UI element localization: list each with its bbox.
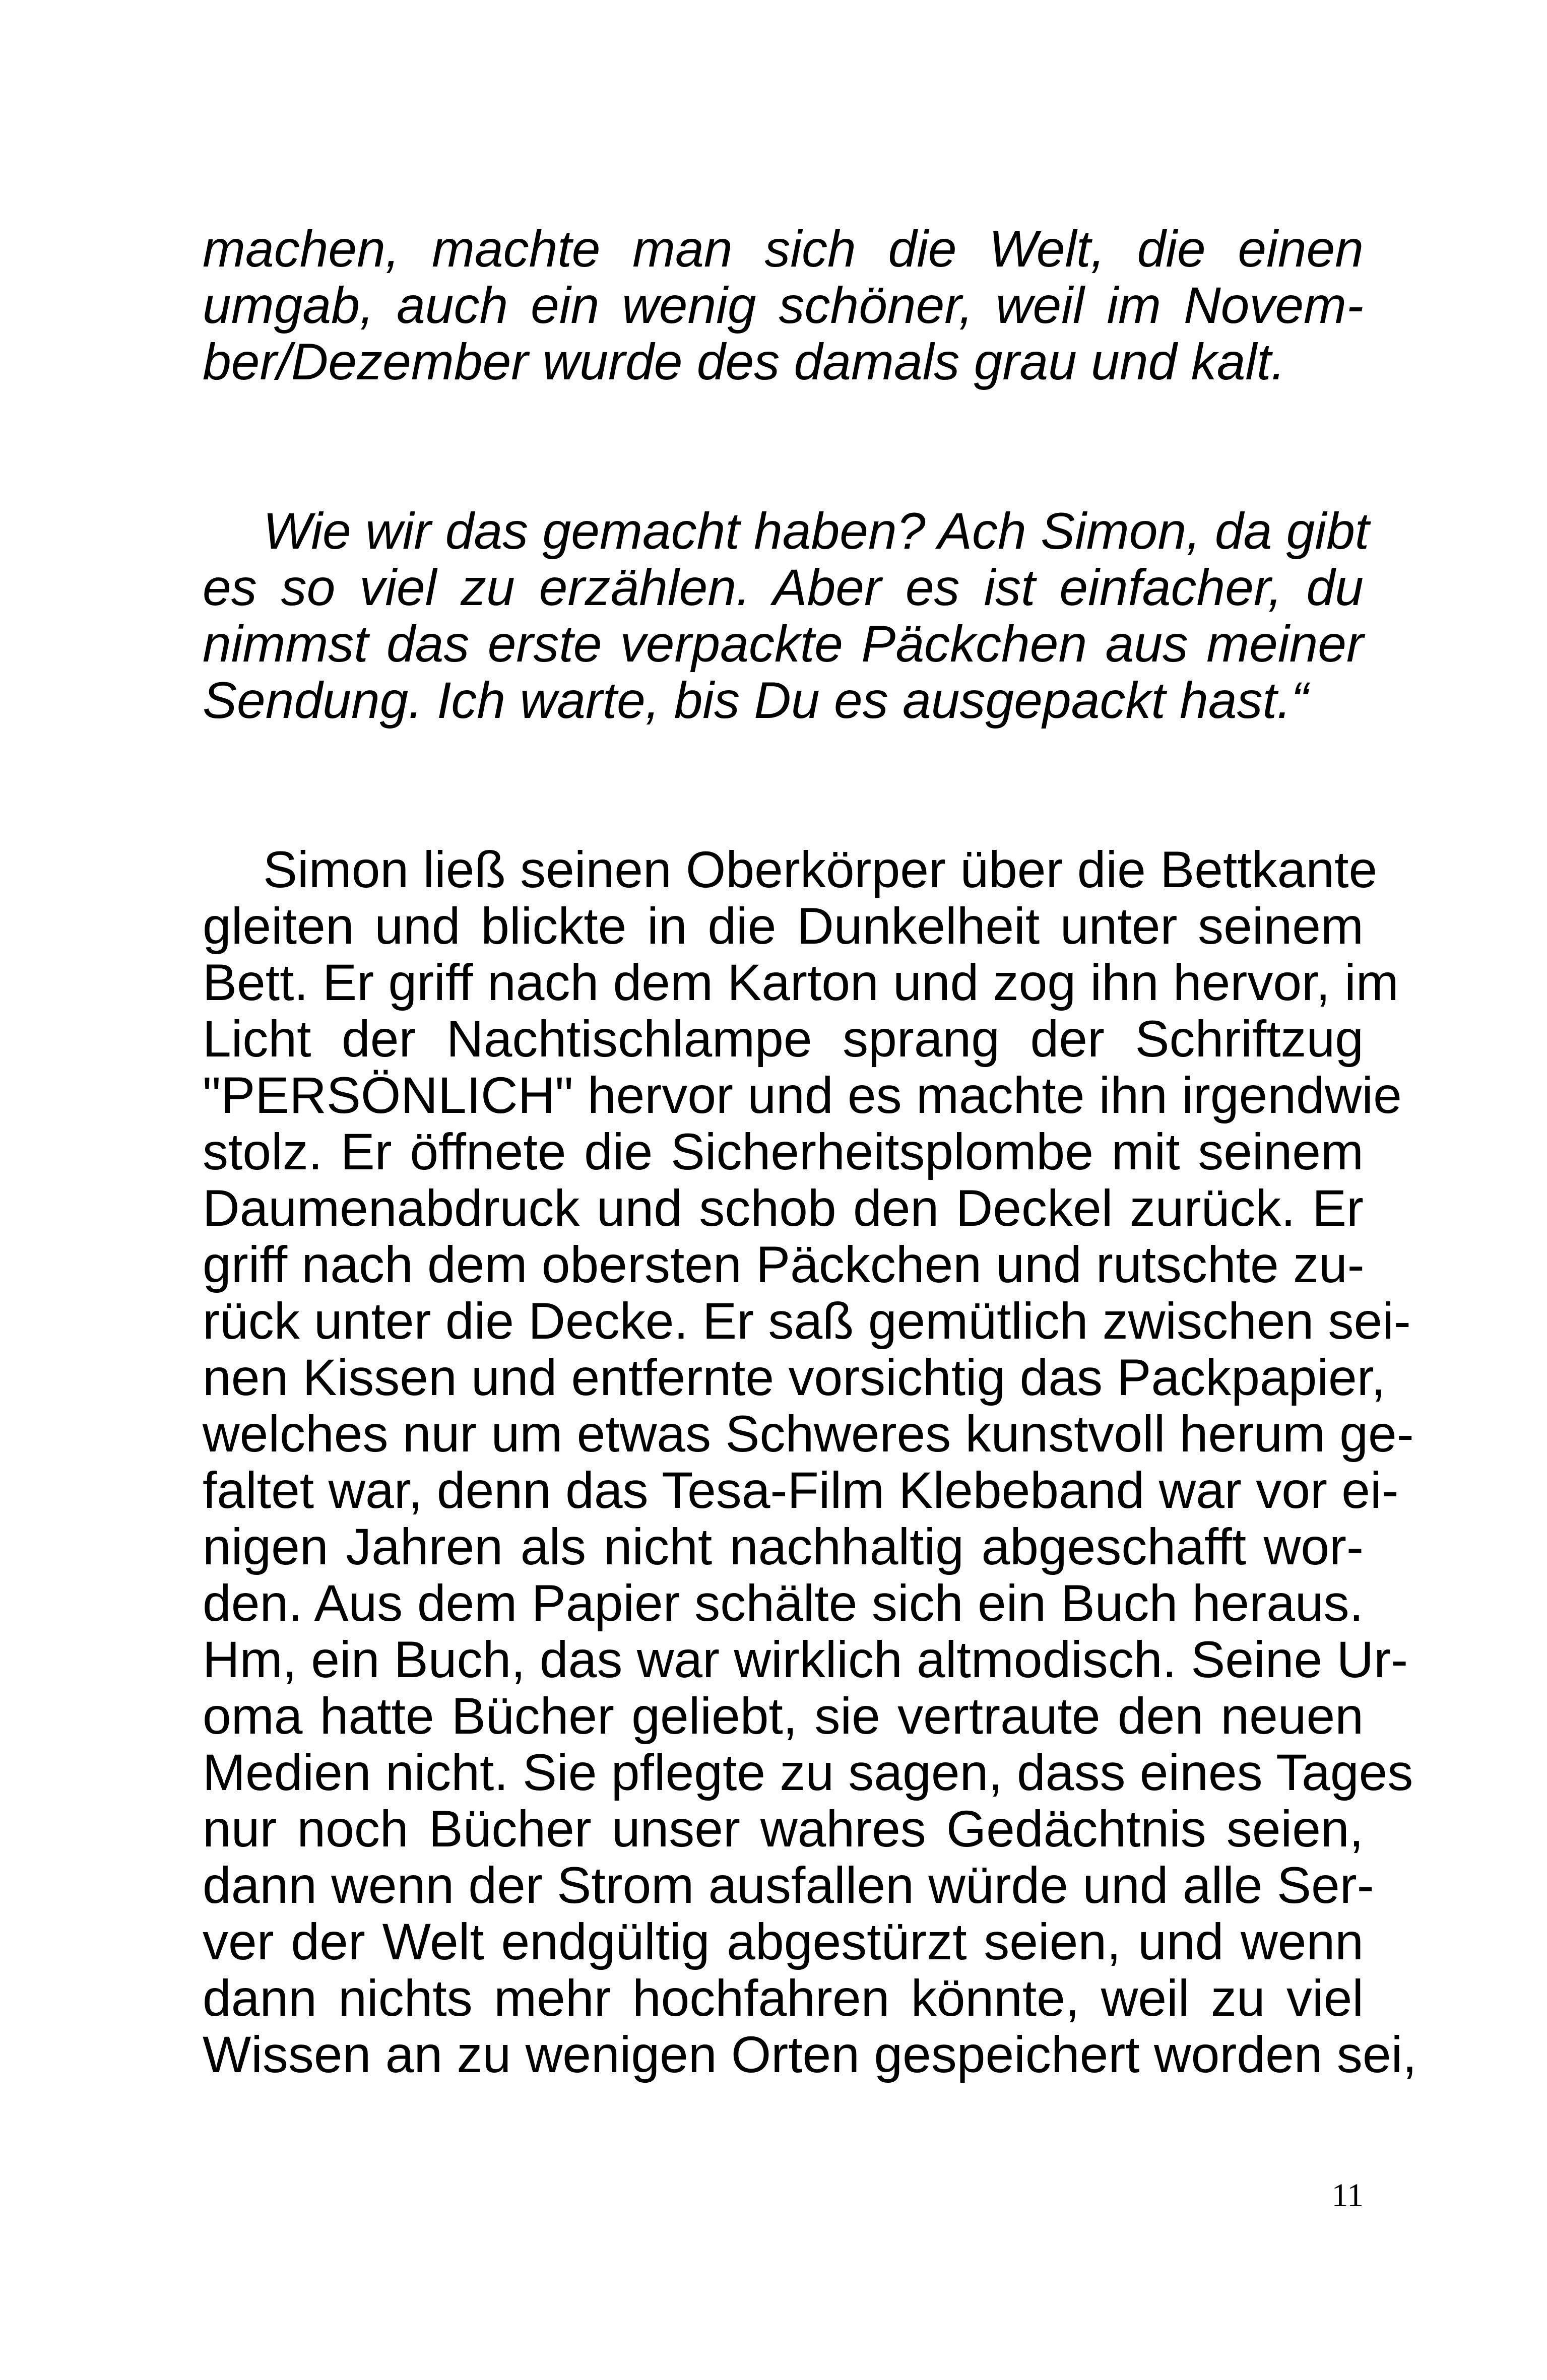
paragraph-3-line: den. Aus dem Papier schälte sich ein Buch heraus. [203, 1574, 1364, 1632]
paragraph-1-line: umgab, auch ein wenig schöner, weil im Novem- [203, 277, 1364, 334]
paragraph-3-line: gleiten und blickte in die Dunkelheit unter seinem [203, 897, 1364, 955]
paragraph-3-line: Wissen an zu wenigen Orten gespeichert worden sei, [203, 2026, 1417, 2083]
paragraph-3-line: faltet war, denn das Tesa-Film Klebeband war vor ei- [203, 1462, 1399, 1519]
paragraph-3-line: Licht der Nachtischlampe sprang der Schriftzug [203, 1010, 1364, 1068]
page-number: 11 [1331, 2177, 1364, 2214]
paragraph-3-line: nur noch Bücher unser wahres Gedächtnis seien, [203, 1800, 1364, 1858]
paragraph-3-line: Daumenabdruck und schob den Deckel zurück. Er [203, 1179, 1364, 1237]
paragraph-3-line: Simon ließ seinen Oberkörper über die Bettkante [263, 841, 1378, 898]
paragraph-3-line: ver der Welt endgültig abgestürzt seien, und wenn [203, 1913, 1364, 1970]
paragraph-3-line: Hm, ein Buch, das war wirklich altmodisch. Seine Ur- [203, 1631, 1408, 1688]
paragraph-3-line: oma hatte Bücher geliebt, sie vertraute den neuen [203, 1687, 1364, 1745]
paragraph-2 [203, 502, 1370, 729]
paragraph-3 [203, 841, 1417, 2083]
paragraph-3-line: dann wenn der Strom ausfallen würde und alle Ser- [203, 1857, 1374, 1914]
paragraph-3-line: rück unter die Decke. Er saß gemütlich zwischen sei- [203, 1292, 1411, 1350]
paragraph-3-line: dann nichts mehr hochfahren könnte, weil zu viel [203, 1969, 1364, 2027]
paragraph-3-line: griff nach dem obersten Päckchen und rutschte zu- [203, 1236, 1365, 1293]
paragraph-3-line: nen Kissen und entfernte vorsichtig das Packpapier, [203, 1349, 1386, 1406]
paragraph-3-line: "PERSÖNLICH" hervor und es machte ihn irgendwie [203, 1067, 1402, 1124]
paragraph-1 [203, 221, 1364, 390]
paragraph-3-line: nigen Jahren als nicht nachhaltig abgeschafft wor- [203, 1518, 1364, 1575]
paragraph-2-line: es so viel zu erzählen. Aber es ist einfacher, du [203, 559, 1364, 616]
paragraph-2-line: Wie wir das gemacht haben? Ach Simon, da gibt [263, 502, 1370, 560]
paragraph-3-line: stolz. Er öffnete die Sicherheitsplombe mit seinem [203, 1123, 1364, 1180]
paragraph-3-line: welches nur um etwas Schweres kunstvoll herum ge- [203, 1405, 1414, 1463]
paragraph-2-line: nimmst das erste verpackte Päckchen aus meiner [203, 615, 1364, 673]
paragraph-2-line: Sendung. Ich warte, bis Du es ausgepackt hast.“ [203, 672, 1309, 729]
paragraph-3-line: Medien nicht. Sie pflegte zu sagen, dass eines Tages [203, 1744, 1413, 1801]
paragraph-1-line: machen, machte man sich die Welt, die einen [203, 220, 1364, 278]
paragraph-1-line: ber/Dezember wurde des damals grau und kalt. [203, 333, 1285, 390]
paragraph-3-line: Bett. Er griff nach dem Karton und zog ihn hervor, im [203, 954, 1399, 1011]
